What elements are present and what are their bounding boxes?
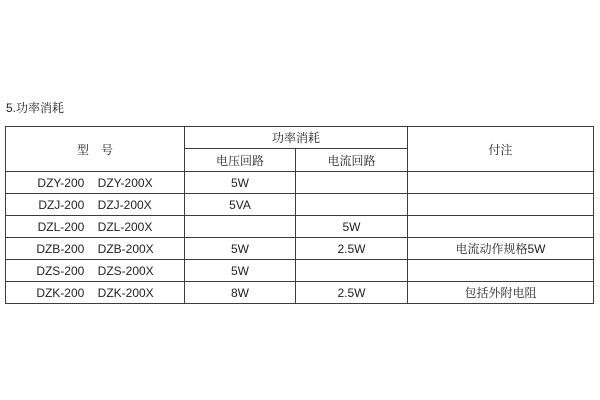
model-cell: DZS-200 DZS-200X [6,260,185,282]
note-cell: 电流动作规格5W [408,238,594,260]
voltage-value-cell: 5W [185,172,296,194]
table-row [6,194,594,216]
voltage-value-cell: 5W [185,238,296,260]
note-cell: 包括外附电阻 [408,282,594,304]
table-row [6,238,594,260]
model-cell: DZB-200 DZB-200X [6,238,185,260]
model-cell: DZY-200 DZY-200X [6,172,185,194]
model-cell: DZK-200 DZK-200X [6,282,185,304]
current-value-cell [296,260,408,282]
header-current-circuit: 电流回路 [296,149,408,172]
power-consumption-table [5,126,594,304]
note-cell [408,172,594,194]
voltage-value-cell [185,216,296,238]
current-value-cell: 2.5W [296,282,408,304]
note-cell [408,260,594,282]
note-cell [408,216,594,238]
model-cell: DZL-200 DZL-200X [6,216,185,238]
current-value-cell [296,194,408,216]
table-row [6,282,594,304]
voltage-value-cell: 5VA [185,194,296,216]
header-model: 型 号 [6,127,185,172]
note-cell [408,194,594,216]
voltage-value-cell: 8W [185,282,296,304]
section-title: 5.功率消耗 [6,101,65,115]
current-value-cell: 5W [296,216,408,238]
table-row [6,260,594,282]
table-row [6,172,594,194]
model-cell: DZJ-200 DZJ-200X [6,194,185,216]
current-value-cell [296,172,408,194]
header-power-group: 功率消耗 [185,127,408,149]
header-voltage-circuit: 电压回路 [185,149,296,172]
table-header-row-top [6,127,594,149]
current-value-cell: 2.5W [296,238,408,260]
table-row [6,216,594,238]
header-notes: 付注 [408,127,594,172]
voltage-value-cell: 5W [185,260,296,282]
